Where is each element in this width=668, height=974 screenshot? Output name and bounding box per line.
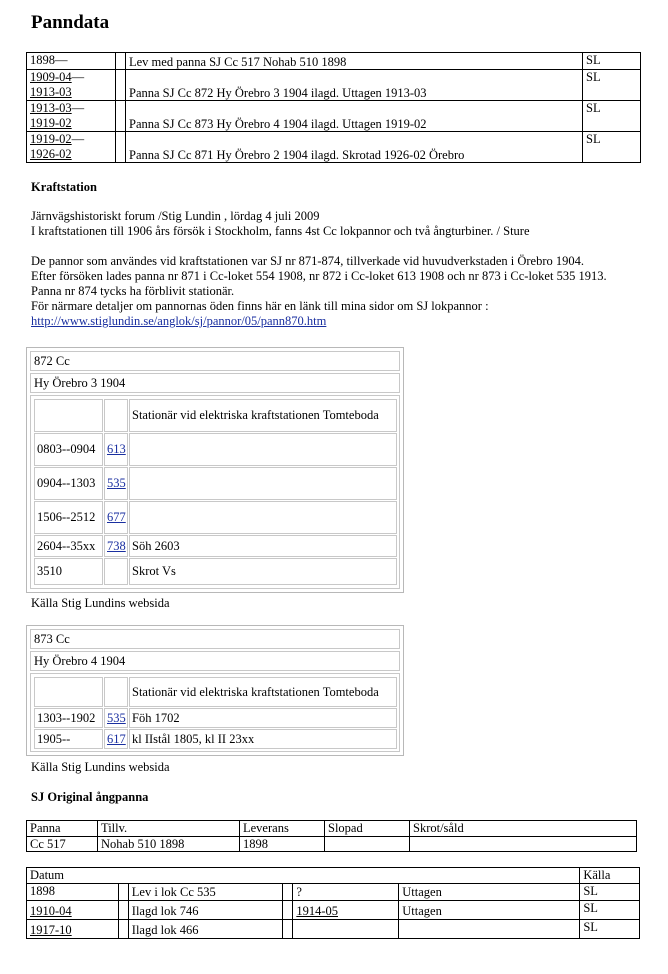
header-note: Stationär vid elektriska kraftstationen Tomteboda: [129, 677, 397, 707]
note-cell: [129, 467, 397, 500]
date2-cell: ?: [293, 883, 399, 900]
forum-quote: I kraftstationen till 1906 års försök i Stockholm, fanns 4st Cc lokpannor och två ångturbiner. / Sture: [31, 224, 530, 238]
text-cell: Lev med panna SJ Cc 517 Nohab 510 1898: [126, 53, 583, 70]
boiler-872-table: [26, 347, 404, 593]
section-heading-original: SJ Original ångpanna: [31, 790, 149, 804]
boiler-history: [30, 673, 400, 752]
header-cell: Tillv.: [98, 821, 240, 837]
date-cell: 1898—: [27, 53, 116, 70]
loco-link[interactable]: 617: [107, 731, 126, 746]
text-cell: Panna SJ Cc 873 Hy Örebro 4 1904 ilagd. Uttagen 1919-02: [126, 101, 583, 132]
source-cell: SL: [580, 900, 640, 919]
table-row: [27, 132, 641, 163]
source-note: Källa Stig Lundins websida: [31, 760, 170, 774]
header-cell: Panna: [27, 821, 98, 837]
text-cell: Lev i lok Cc 535: [128, 883, 282, 900]
period-cell: 0904--1303: [34, 467, 103, 500]
usage-table: [26, 867, 640, 939]
source-cell: SL: [583, 70, 641, 101]
event-cell: Uttagen: [399, 900, 580, 919]
header-cell: Leverans: [240, 821, 325, 837]
paragraph-line: Efter försöken lades panna nr 871 i Cc-loket 554 1908, nr 872 i Cc-loket 613 1908 och nr 873 i Cc-loket 535 1913.: [31, 269, 607, 283]
boiler-title: 873 Cc: [30, 629, 400, 649]
text-cell: Panna SJ Cc 872 Hy Örebro 3 1904 ilagd. Uttagen 1913-03: [126, 70, 583, 101]
loco-link[interactable]: 613: [107, 442, 126, 456]
boiler-maker: Hy Örebro 3 1904: [30, 373, 400, 393]
table-row: [27, 919, 640, 938]
note-cell: [129, 501, 397, 534]
table-row: [27, 101, 641, 132]
note-cell: kl IIstål 1805, kl II 23xx: [129, 729, 397, 749]
history-table: [26, 52, 641, 163]
text-cell: Panna SJ Cc 871 Hy Örebro 2 1904 ilagd. Skrotad 1926-02 Örebro: [126, 132, 583, 163]
text-cell: Ilagd lok 746: [128, 900, 282, 919]
source-note: Källa Stig Lundins websida: [31, 596, 170, 610]
paragraph-line: För närmare detaljer om pannornas öden finns här en länk till mina sidor om SJ lokpannor :: [31, 299, 489, 313]
boiler-history: [30, 395, 400, 589]
date-cell: 1917-10: [27, 919, 119, 938]
forum-citation: Järnvägshistoriskt forum /Stig Lundin , lördag 4 juli 2009: [31, 209, 320, 223]
boiler-873-table: [26, 625, 404, 756]
boiler-maker: Hy Örebro 4 1904: [30, 651, 400, 671]
period-cell: 1303--1902: [34, 708, 103, 728]
table-row: [27, 70, 641, 101]
date2-cell: 1914-05: [293, 900, 399, 919]
header-cell: Slopad: [325, 821, 410, 837]
loco-link[interactable]: 677: [107, 510, 126, 524]
period-cell: 0803--0904: [34, 433, 103, 466]
table-header-row: [27, 868, 640, 884]
date2-cell: [293, 919, 399, 938]
table-header-row: [27, 821, 637, 837]
note-cell: Skrot Vs: [129, 558, 397, 585]
source-cell: SL: [583, 53, 641, 70]
note-cell: Söh 2603: [129, 535, 397, 557]
date-cell: 1909-04— 1913-03: [27, 70, 116, 101]
header-cell: Skrot/såld: [410, 821, 637, 837]
loco-link[interactable]: 535: [107, 710, 126, 725]
table-row: [27, 900, 640, 919]
source-cell: SL: [580, 883, 640, 900]
value-cell: Cc 517: [27, 836, 98, 852]
table-row: [27, 836, 637, 852]
loco-link[interactable]: 535: [107, 476, 126, 490]
table-row: [27, 53, 641, 70]
note-cell: Föh 1702: [129, 708, 397, 728]
period-cell: 1506--2512: [34, 501, 103, 534]
page-title: Panndata: [31, 12, 110, 33]
table-row: [27, 883, 640, 900]
section-heading-kraftstation: Kraftstation: [31, 180, 97, 194]
event-cell: Uttagen: [399, 883, 580, 900]
date-cell: 1919-02— 1926-02: [27, 132, 116, 163]
event-cell: [399, 919, 580, 938]
value-cell: [325, 836, 410, 852]
lokpannor-link[interactable]: http://www.stiglundin.se/anglok/sj/pannor/05/pann870.htm: [31, 314, 327, 328]
date-cell: 1910-04: [27, 900, 119, 919]
header-cell: Källa: [580, 868, 640, 884]
header-note: Stationär vid elektriska kraftstationen Tomteboda: [129, 399, 397, 432]
paragraph-line: De pannor som användes vid kraftstationen var SJ nr 871-874, tillverkade vid huvudverkstaden i Örebro 1904.: [31, 254, 584, 268]
boiler-title: 872 Cc: [30, 351, 400, 371]
period-cell: 3510: [34, 558, 103, 585]
period-cell: 2604--35xx: [34, 535, 103, 557]
text-cell: Ilagd lok 466: [128, 919, 282, 938]
original-boiler-table: [26, 820, 637, 852]
value-cell: [410, 836, 637, 852]
loco-link[interactable]: 738: [107, 538, 126, 553]
date-cell: 1913-03— 1919-02: [27, 101, 116, 132]
period-cell: 1905--: [34, 729, 103, 749]
source-cell: SL: [583, 132, 641, 163]
source-cell: SL: [583, 101, 641, 132]
source-cell: SL: [580, 919, 640, 938]
note-cell: [129, 433, 397, 466]
value-cell: 1898: [240, 836, 325, 852]
header-cell: Datum: [27, 868, 580, 884]
paragraph-line: Panna nr 874 tycks ha förblivit stationär.: [31, 284, 235, 298]
value-cell: Nohab 510 1898: [98, 836, 240, 852]
date-cell: 1898: [27, 883, 119, 900]
